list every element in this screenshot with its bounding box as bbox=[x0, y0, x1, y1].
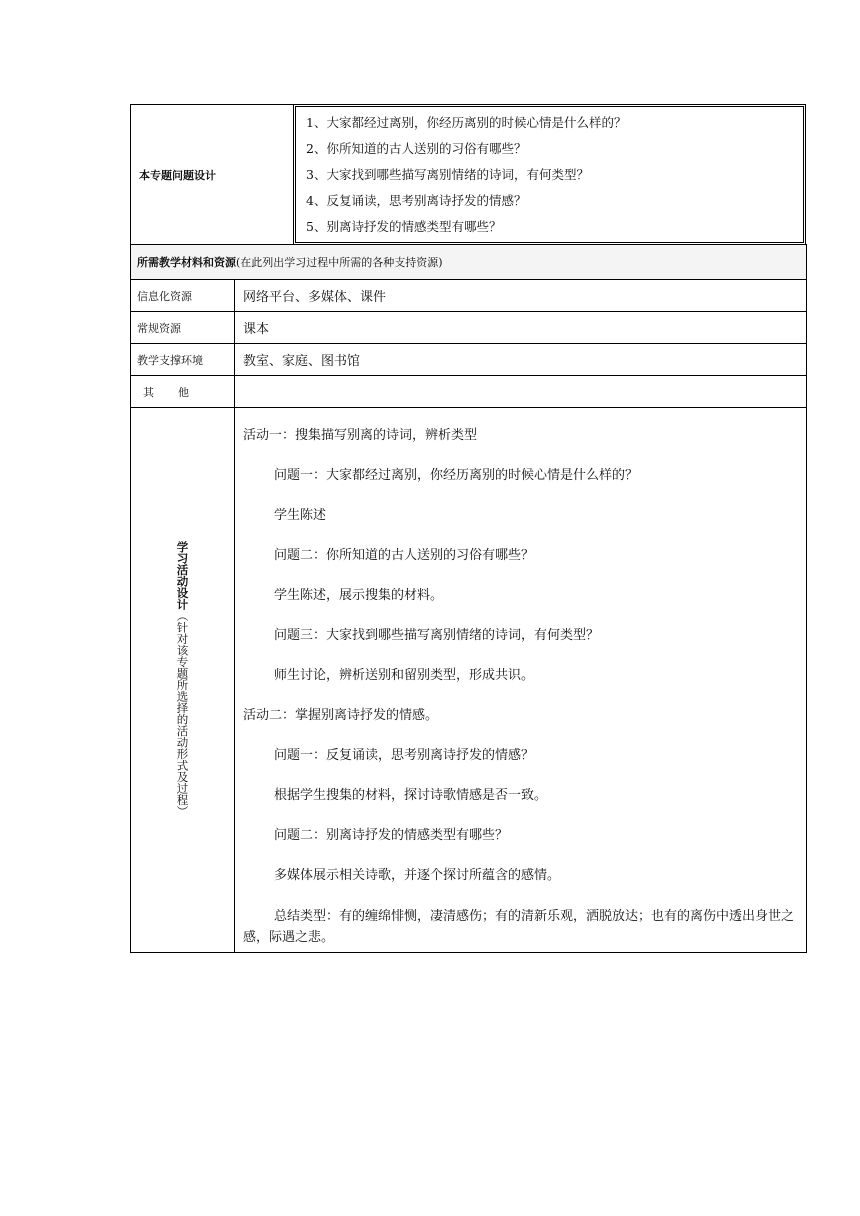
activity-two-item: 多媒体展示相关诗歌，并逐个探讨所蕴含的感情。 bbox=[274, 868, 561, 883]
activity-one-item: 问题二：你所知道的古人送别的习俗有哪些？ bbox=[274, 548, 535, 563]
other-label-char-2: 他 bbox=[178, 385, 189, 399]
lesson-plan-document bbox=[130, 104, 806, 953]
question-item: 4、反复诵读，思考别离诗抒发的情感？ bbox=[306, 193, 527, 208]
resource-label-environment: 教学支撑环境 bbox=[131, 344, 235, 376]
resource-label-other bbox=[131, 376, 235, 408]
resource-value-info: 网络平台、多媒体、课件 bbox=[235, 280, 807, 312]
activity-one-title: 活动一：搜集描写别离的诗词，辨析类型 bbox=[243, 428, 478, 443]
question-item: 2、你所知道的古人送别的习俗有哪些？ bbox=[306, 141, 527, 156]
problem-design-questions bbox=[295, 106, 804, 243]
question-item: 5、别离诗抒发的情感类型有哪些？ bbox=[306, 219, 502, 234]
activity-design-content bbox=[235, 408, 807, 953]
resource-value-environment: 教室、家庭、图书馆 bbox=[235, 344, 807, 376]
other-label-char-1: 其 bbox=[143, 385, 154, 399]
activity-one-item: 师生讨论，辨析送别和留别类型，形成共识。 bbox=[274, 668, 535, 683]
activity-summary: 总结类型：有的缠绵悱恻，凄清感伤；有的清新乐观，洒脱放达；也有的离伤中透出身世之感，际遇之悲。 bbox=[243, 909, 795, 945]
question-item: 1、大家都经过离别，你经历离别的时候心情是什么样的？ bbox=[306, 115, 627, 130]
materials-header-title: 所需教学材料和资源 bbox=[137, 256, 236, 269]
question-item: 3、大家找到哪些描写离别情绪的诗词，有何类型？ bbox=[306, 167, 589, 182]
materials-header bbox=[131, 245, 807, 280]
resource-value-regular: 课本 bbox=[235, 312, 807, 344]
activity-design-title: 学习活动设计 bbox=[175, 540, 190, 610]
activity-one-item: 学生陈述，展示搜集的材料。 bbox=[274, 588, 444, 603]
activity-two-item: 问题一：反复诵读，思考别离诗抒发的情感？ bbox=[274, 748, 535, 763]
activity-one-item: 问题三：大家找到哪些描写离别情绪的诗词，有何类型？ bbox=[274, 628, 600, 643]
problem-design-questions-cell bbox=[294, 105, 806, 245]
problem-design-label: 本专题问题设计 bbox=[131, 105, 294, 245]
activity-two-title: 活动二：掌握别离诗抒发的情感。 bbox=[243, 708, 439, 723]
materials-header-note: (在此列出学习过程中所需的各种支持资源) bbox=[236, 256, 443, 269]
resource-value-other bbox=[235, 376, 807, 408]
activity-design-label bbox=[131, 408, 235, 953]
resource-label-regular: 常规资源 bbox=[131, 312, 235, 344]
activity-one-item: 学生陈述 bbox=[274, 508, 327, 523]
resource-label-info: 信息化资源 bbox=[131, 280, 235, 312]
activity-design-label-vertical bbox=[176, 541, 190, 817]
activity-two-item: 根据学生搜集的材料，探讨诗歌情感是否一致。 bbox=[274, 788, 548, 803]
materials-table bbox=[130, 244, 807, 953]
problem-design-table bbox=[130, 104, 806, 245]
activity-one-item: 问题一：大家都经过离别，你经历离别的时候心情是什么样的？ bbox=[274, 468, 639, 483]
activity-two-item: 问题二：别离诗抒发的情感类型有哪些？ bbox=[274, 828, 509, 843]
activity-design-note: （针对该专题所选择的活动形式及过程） bbox=[175, 609, 190, 817]
